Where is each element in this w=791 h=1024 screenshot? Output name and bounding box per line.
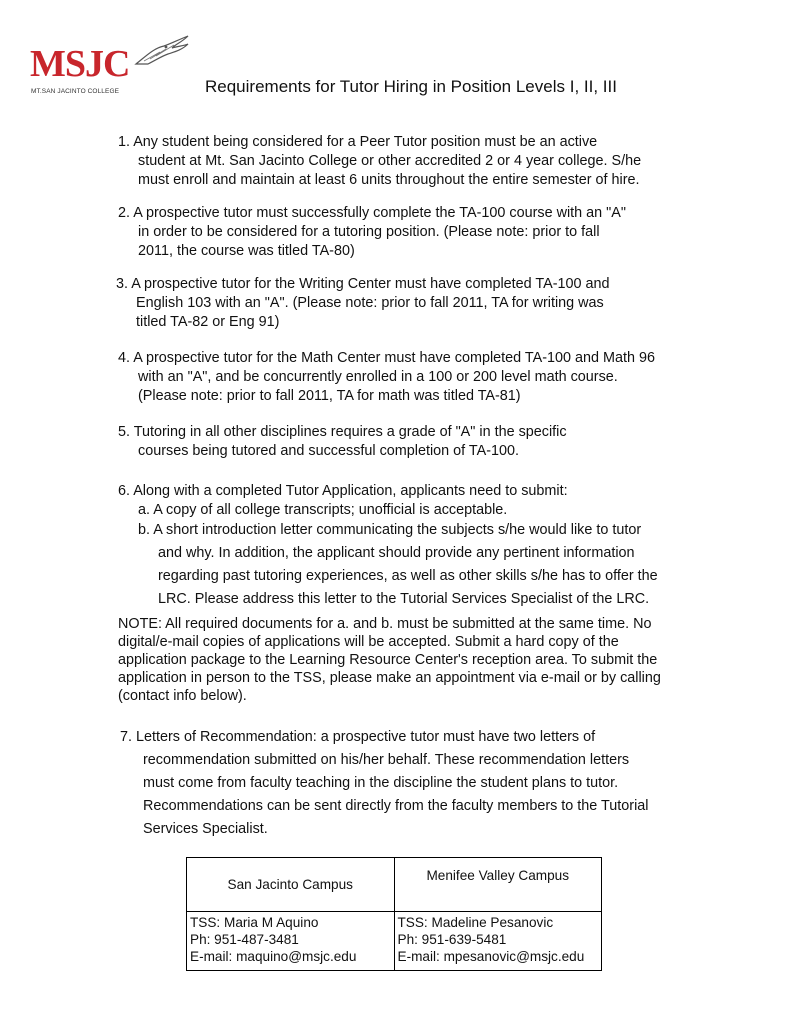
requirement-item-5 [118, 423, 567, 461]
item-line: 7. Letters of Recommendation: a prospective tutor must have two letters of [120, 729, 596, 745]
item-line: 3. A prospective tutor for the Writing Center must have completed TA-100 and [116, 276, 610, 292]
subitem-b [138, 519, 658, 611]
logo-wordmark: MSJC [30, 43, 130, 85]
contact-email: E-mail: mpesanovic@msjc.edu [397, 949, 585, 964]
note-line: (contact info below). [118, 688, 247, 704]
contact-table [186, 857, 602, 971]
item-line: 2011, the course was titled TA-80) [138, 243, 355, 259]
msjc-logo [30, 34, 190, 100]
note-line: application package to the Learning Resource Center's reception area. To submit the [118, 652, 658, 668]
requirement-item-2 [118, 204, 626, 261]
table-row [187, 912, 602, 971]
item-line: courses being tutored and successful completion of TA-100. [138, 443, 520, 459]
requirement-item-7 [120, 726, 649, 841]
item-line: student at Mt. San Jacinto College or other accredited 2 or 4 year college. S/he [138, 153, 642, 169]
logo-subtext: MT.SAN JACINTO COLLEGE [31, 88, 120, 95]
table-header-menifee-valley: Menifee Valley Campus [394, 858, 602, 912]
eagle-icon [134, 34, 190, 70]
item-line: must come from faculty teaching in the discipline the student plans to tutor. [143, 775, 619, 791]
item-line: must enroll and maintain at least 6 units throughout the entire semester of hire. [138, 172, 640, 188]
item-line: in order to be considered for a tutoring position. (Please note: prior to fall [138, 224, 600, 240]
item-line: LRC. Please address this letter to the Tutorial Services Specialist of the LRC. [158, 591, 650, 607]
table-header-row [187, 858, 602, 912]
note-line: NOTE: All required documents for a. and b. must be submitted at the same time. No [118, 616, 652, 632]
san-jacinto-contact-cell [187, 912, 395, 971]
menifee-valley-contact-cell [394, 912, 602, 971]
page-title: Requirements for Tutor Hiring in Position Levels I, II, III [205, 77, 617, 96]
item-line: 2. A prospective tutor must successfully complete the TA-100 course with an "A" [118, 205, 626, 221]
item-line: 1. Any student being considered for a Peer Tutor position must be an active [118, 134, 598, 150]
requirement-item-3 [116, 275, 610, 332]
item-line: 4. A prospective tutor for the Math Center must have completed TA-100 and Math 96 [118, 350, 656, 366]
item-line: and why. In addition, the applicant should provide any pertinent information [158, 545, 635, 561]
item-line: b. A short introduction letter communicating the subjects s/he would like to tutor [138, 522, 642, 538]
contact-email: E-mail: maquino@msjc.edu [190, 949, 357, 964]
item-line: regarding past tutoring experiences, as well as other skills s/he has to offer the [158, 568, 658, 584]
requirement-item-4 [118, 349, 655, 406]
note-paragraph [118, 615, 661, 705]
contact-tss: TSS: Madeline Pesanovic [397, 915, 554, 930]
item-line: recommendation submitted on his/her behalf. These recommendation letters [143, 752, 630, 768]
item-line: 6. Along with a completed Tutor Application, applicants need to submit: [118, 483, 568, 499]
item-line: 5. Tutoring in all other disciplines requires a grade of "A" in the specific [118, 424, 567, 440]
item-line: a. A copy of all college transcripts; unofficial is acceptable. [138, 502, 508, 518]
contact-phone: Ph: 951-639-5481 [397, 932, 507, 947]
item-line: Services Specialist. [143, 821, 268, 837]
contact-phone: Ph: 951-487-3481 [190, 932, 299, 947]
item-line: with an "A", and be concurrently enrolled in a 100 or 200 level math course. [138, 369, 618, 385]
item-line: English 103 with an "A". (Please note: prior to fall 2011, TA for writing was [136, 295, 604, 311]
item-line: Recommendations can be sent directly from the faculty members to the Tutorial [143, 798, 649, 814]
requirement-item-1 [118, 133, 641, 190]
item-line: (Please note: prior to fall 2011, TA for math was titled TA-81) [138, 388, 521, 404]
item-line: titled TA-82 or Eng 91) [136, 314, 280, 330]
note-line: digital/e-mail copies of applications will be accepted. Submit a hard copy of the [118, 634, 619, 650]
contact-tss: TSS: Maria M Aquino [190, 915, 319, 930]
table-header-san-jacinto: San Jacinto Campus [187, 858, 395, 912]
note-line: application in person to the TSS, please make an appointment via e-mail or by calling [118, 670, 661, 686]
